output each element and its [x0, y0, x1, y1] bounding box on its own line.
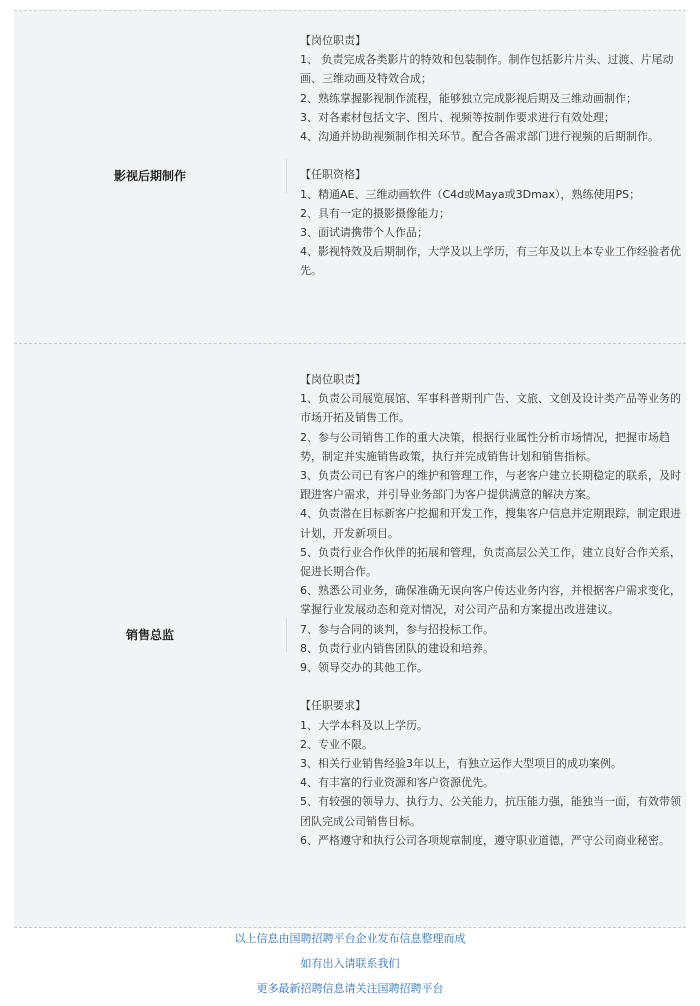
section-heading: 【岗位职责】: [300, 34, 366, 47]
duty-line: 8、负责行业内销售团队的建设和培养。: [300, 641, 494, 655]
job-description: [300, 370, 686, 850]
requirement-line: 6、严格遵守和执行公司各项规章制度，遵守职业道德，严守公司商业秘密。: [300, 833, 670, 847]
section-heading: 【任职要求】: [300, 699, 366, 713]
duty-line: 1、 负责完成各类影片的特效和包装制作。制作包括影片片头、过渡、片尾动画、三维动画及特效合成；: [300, 53, 674, 86]
footer-source-note: 以上信息由国聘招聘平台企业发布信息整理而成: [234, 932, 466, 945]
requirement-line: 2、具有一定的摄影摄像能力；: [300, 206, 450, 220]
requirement-line: 1、精通AE、三维动画软件（C4d或Maya或3Dmax），熟练使用PS；: [300, 187, 641, 201]
section-heading: 【岗位职责】: [300, 373, 366, 386]
job-description: [300, 31, 686, 281]
duty-line: 6、熟悉公司业务，确保准确无误向客户传达业务内容，并根据客户需求变化，掌握行业发展动态和竞对情况，对公司产品和方案提出改进建议。: [300, 584, 681, 617]
cell-divider: [286, 618, 287, 652]
duty-line: 1、负责公司展览展馆、军事科普期刊广告、文旅、文创及设计类产品等业务的市场开拓及销售工作。: [300, 392, 681, 425]
duty-line: 9、领导交办的其他工作。: [300, 661, 428, 675]
duty-line: 4、沟通并协助视频制作相关环节。配合各需求部门进行视频的后期制作。: [300, 130, 659, 144]
cell-divider: [286, 159, 287, 193]
requirement-line: 3、相关行业销售经验3年以上，有独立运作大型项目的成功案例。: [300, 757, 622, 771]
duty-line: 2、熟练掌握影视制作流程，能够独立完成影视后期及三维动画制作；: [300, 91, 637, 105]
duty-line: 3、对各素材包括文字、图片、视频等按制作要求进行有效处理；: [300, 110, 615, 124]
requirement-line: 3、面试请携带个人作品；: [300, 226, 428, 240]
job-title: 销售总监: [125, 628, 174, 642]
requirement-line: 2、专业不限。: [300, 737, 373, 751]
duty-line: 3、负责公司已有客户的维护和管理工作，与老客户建立长期稳定的联系，及时跟进客户需求，并引导业务部门为客户提供满意的解决方案。: [300, 469, 681, 502]
job-row: [14, 10, 686, 344]
footer-contact-note: 如有出入请联系我们: [300, 957, 400, 970]
requirement-line: 4、有丰富的行业资源和客户资源优先。: [300, 776, 494, 790]
duty-line: 2、参与公司销售工作的重大决策，根据行业属性分析市场情况，把握市场趋势，制定并实施销售政策，执行并完成销售计划和销售指标。: [300, 430, 670, 463]
footer-follow-note: 更多最新招聘信息请关注国聘招聘平台: [256, 982, 444, 995]
job-table: [14, 0, 686, 928]
job-row: [14, 344, 686, 928]
requirement-line: 1、大学本科及以上学历。: [300, 718, 428, 732]
duty-line: 7、参与合同的谈判，参与招投标工作。: [300, 622, 494, 636]
duty-line: 4、负责潜在目标新客户挖掘和开发工作，搜集客户信息并定期跟踪，制定跟进计划，开发新项目。: [300, 507, 681, 540]
requirement-line: 4、影视特效及后期制作，大学及以上学历，有三年及以上本专业工作经验者优先。: [300, 245, 681, 278]
section-heading: 【任职资格】: [300, 168, 366, 182]
duty-line: 5、负责行业合作伙伴的拓展和管理，负责高层公关工作，建立良好合作关系，促进长期合作。: [300, 545, 681, 579]
job-title: 影视后期制作: [113, 169, 186, 183]
requirement-line: 5、有较强的领导力、执行力、公关能力，抗压能力强，能独当一面，有效带领团队完成公司销售目标。: [300, 795, 681, 828]
